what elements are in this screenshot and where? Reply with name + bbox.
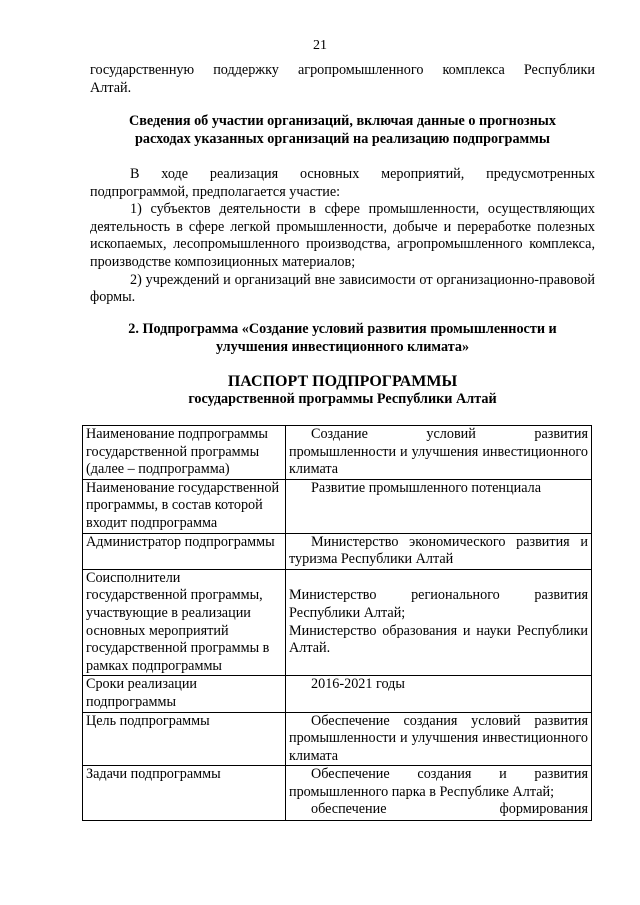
row-value-line-2: Министерство образования и науки Республики Алтай.: [289, 622, 588, 657]
table-row: [83, 766, 592, 821]
row-value-wrap: [289, 766, 588, 820]
section-2-heading: 2. Подпрограмма «Создание условий развития промышленности и улучшения инвестиционного климата»: [128, 321, 557, 355]
intro-paragraph: [90, 62, 595, 97]
participation-heading: Сведения об участии организаций, включая данные о прогнозных расходах указанных организаций на реализацию подпрограммы: [129, 113, 556, 147]
row-label: Наименование государственной программы, в состав которой входит подпрограмма: [83, 479, 286, 533]
table-row: [83, 426, 592, 480]
intro-line-1: государственную поддержку агропромышленного комплекса Республики: [90, 62, 595, 78]
intro-line-2: Алтай.: [90, 79, 132, 96]
row-label: Задачи подпрограммы: [83, 766, 286, 821]
row-value: Создание условий развития промышленности и улучшения инвестиционного климата: [286, 426, 592, 480]
table-row: [83, 676, 592, 712]
table-row: [83, 533, 592, 569]
passport-title: ПАСПОРТ ПОДПРОГРАММЫ: [227, 373, 458, 390]
passport-table: [82, 425, 592, 821]
row-label: Администратор подпрограммы: [83, 533, 286, 569]
row-value-line-1: Обеспечение создания и развития промышленного парка в Республике Алтай;: [289, 766, 588, 800]
passport-subtitle: государственной программы Республики Алтай: [188, 391, 497, 407]
row-value-line-2: обеспечение формирования: [311, 801, 588, 818]
participation-item-2: 2) учреждений и организаций вне зависимости от организационно-правовой формы.: [90, 271, 595, 306]
row-value: Обеспечение создания условий развития промышленности и улучшения инвестиционного климата: [286, 712, 592, 766]
page-number: 21: [313, 38, 327, 53]
row-value-line-1: Министерство регионального развития Республики Алтай;: [289, 587, 588, 621]
table-row: [83, 479, 592, 533]
row-value: [286, 569, 592, 676]
table-row: [83, 712, 592, 766]
table-row: [83, 569, 592, 676]
row-value: [286, 766, 592, 821]
row-value: 2016-2021 годы: [286, 676, 592, 712]
row-label: Сроки реализации подпрограммы: [83, 676, 286, 712]
row-label: Наименование подпрограммы государственной программы (далее – подпрограмма): [83, 426, 286, 480]
row-value: Министерство экономического развития и туризма Республики Алтай: [286, 533, 592, 569]
row-label: Соисполнители государственной программы, участвующие в реализации основных мероприятий государственной программы в рамках подпрограммы: [83, 569, 286, 676]
participation-section: [90, 166, 595, 307]
participation-item-1: 1) субъектов деятельности в сфере промышленности, осуществляющих деятельность в сфере легкой промышленности, добыче и переработке полезных ископаемых, лесопромышленного производства, агропромышленного комплекса, производстве композиционных материалов;: [90, 201, 595, 270]
row-value: Развитие промышленного потенциала: [286, 479, 592, 533]
participation-lead: В ходе реализация основных мероприятий, предусмотренных подпрограммой, предполагается участие:: [90, 166, 595, 200]
row-label: Цель подпрограммы: [83, 712, 286, 766]
